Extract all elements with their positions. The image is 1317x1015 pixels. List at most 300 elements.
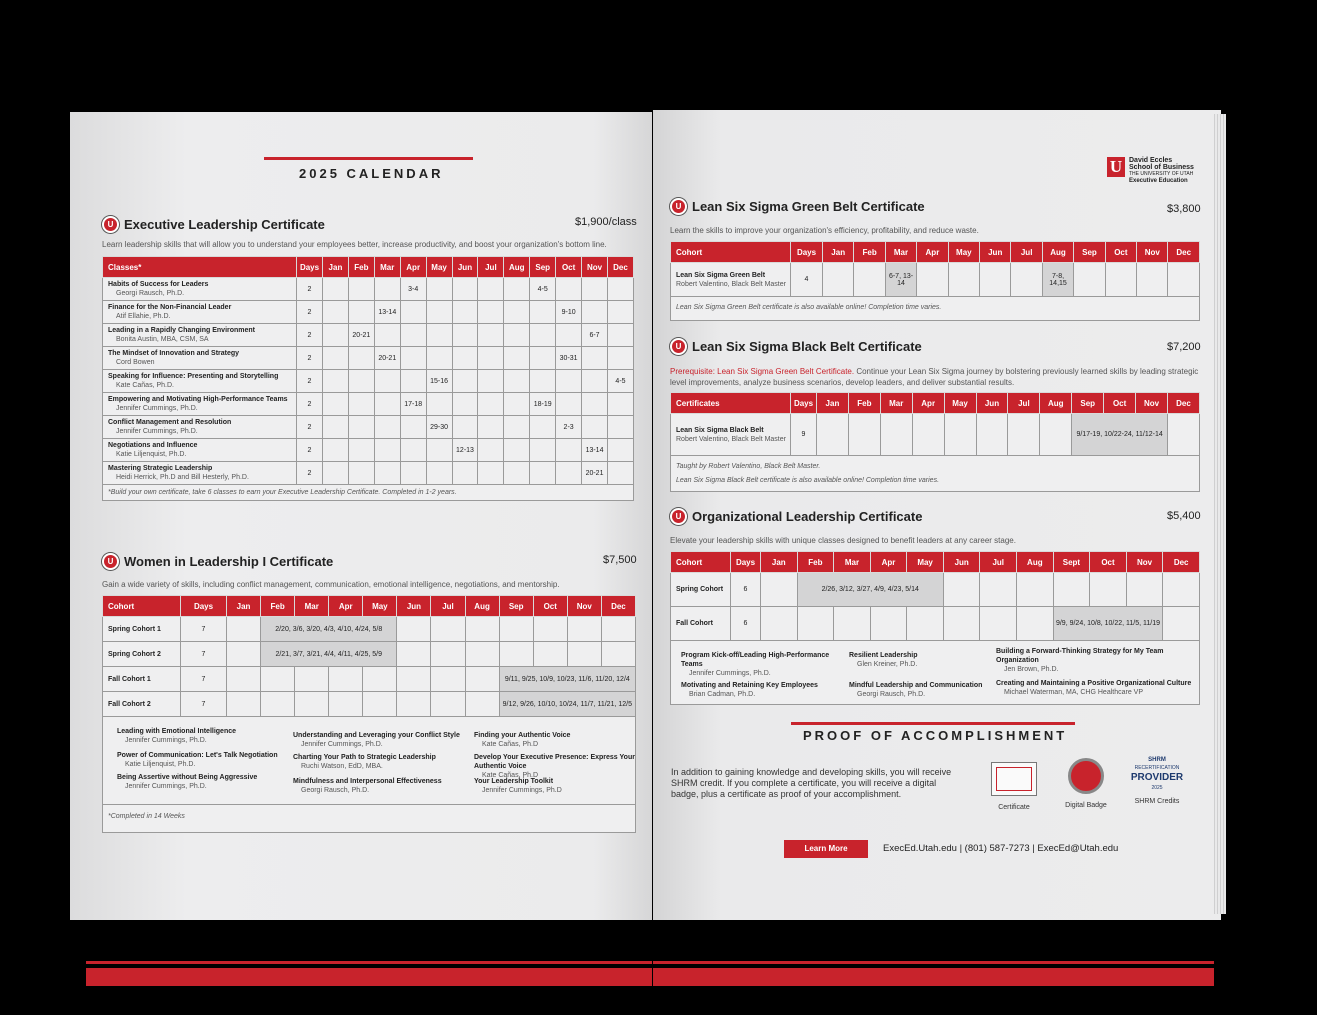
col-header: May bbox=[948, 242, 979, 263]
month-cell bbox=[478, 416, 504, 439]
month-cell bbox=[504, 324, 530, 347]
col-header: Cohort bbox=[103, 596, 181, 617]
table-row bbox=[103, 667, 636, 692]
month-cell bbox=[374, 462, 400, 485]
month-cell bbox=[976, 414, 1008, 456]
class-item: Finding your Authentic Voice Kate Cañas, Ph.D bbox=[474, 732, 571, 748]
month-cell bbox=[323, 324, 349, 347]
green-price: $3,800 bbox=[1167, 203, 1201, 215]
month-cell bbox=[348, 278, 374, 301]
shrm-top: SHRM bbox=[1148, 757, 1166, 763]
proof-text-2: SHRM credit. If you complete a certificate, you will receive a digital bbox=[671, 778, 937, 788]
logo-line-4: Executive Education bbox=[1129, 178, 1188, 184]
month-cell bbox=[607, 393, 633, 416]
month-cell bbox=[1163, 573, 1200, 607]
month-cell bbox=[530, 347, 556, 370]
month-cell bbox=[261, 667, 295, 692]
org-title-text: Organizational Leadership Certificate bbox=[692, 509, 923, 524]
women-table-wrap bbox=[102, 595, 636, 833]
cohort-cell: Spring Cohort bbox=[671, 573, 731, 607]
month-cell bbox=[295, 692, 329, 717]
month-cell bbox=[582, 301, 608, 324]
col-header: Dec bbox=[1167, 393, 1199, 414]
month-cell bbox=[1074, 263, 1105, 297]
org-title bbox=[670, 508, 922, 525]
month-cell bbox=[607, 278, 633, 301]
month-cell bbox=[348, 439, 374, 462]
month-cell bbox=[323, 393, 349, 416]
col-header: Oct bbox=[1105, 242, 1136, 263]
org-classes bbox=[670, 641, 1200, 705]
month-cell bbox=[374, 278, 400, 301]
month-cell bbox=[504, 278, 530, 301]
month-cell bbox=[465, 667, 499, 692]
col-header: May bbox=[363, 596, 397, 617]
month-cell bbox=[530, 462, 556, 485]
col-header: Apr bbox=[912, 393, 944, 414]
month-cell bbox=[582, 393, 608, 416]
col-header: Mar bbox=[880, 393, 912, 414]
women-table bbox=[102, 595, 636, 717]
col-header: Days bbox=[181, 596, 227, 617]
proof-title: PROOF OF ACCOMPLISHMENT bbox=[803, 728, 1068, 743]
logo-line-1: David Eccles bbox=[1129, 157, 1173, 164]
col-header: Jul bbox=[980, 552, 1017, 573]
class-item: Understanding and Leveraging your Conflict Style Jennifer Cummings, Ph.D. bbox=[293, 732, 460, 748]
month-cell bbox=[426, 462, 452, 485]
class-item: Motivating and Retaining Key Employees Brian Cadman, Ph.D. bbox=[681, 682, 818, 698]
month-cell bbox=[601, 642, 635, 667]
month-cell bbox=[504, 370, 530, 393]
month-cell bbox=[1040, 414, 1072, 456]
learn-more-button[interactable]: Learn More bbox=[784, 840, 868, 858]
cohort-cell: Fall Cohort bbox=[671, 607, 731, 641]
month-cell bbox=[363, 692, 397, 717]
women-classes bbox=[102, 717, 636, 805]
month-cell bbox=[1090, 573, 1127, 607]
class-item: Develop Your Executive Presence: Express Your Authentic Voice Kate Cañas, Ph.D bbox=[474, 754, 635, 779]
month-cell bbox=[374, 370, 400, 393]
contact-line: ExecEd.Utah.edu | (801) 587-7273 | ExecEd@Utah.edu bbox=[883, 843, 1119, 854]
logo-line-2: School of Business bbox=[1129, 164, 1194, 171]
days-cell: 2 bbox=[297, 347, 323, 370]
month-cell bbox=[397, 617, 431, 642]
month-cell bbox=[499, 642, 533, 667]
col-header: Aug bbox=[1040, 393, 1072, 414]
month-cell bbox=[426, 324, 452, 347]
month-cell bbox=[374, 416, 400, 439]
month-cell bbox=[374, 324, 400, 347]
exec-desc: Learn leadership skills that will allow you to understand your employees better, increase productivity, and boost your organization's bottom line. bbox=[102, 240, 607, 249]
month-cell bbox=[323, 370, 349, 393]
certificate-credential bbox=[990, 762, 1038, 811]
women-price: $7,500 bbox=[603, 554, 637, 566]
month-cell bbox=[400, 416, 426, 439]
col-header: Dec bbox=[1163, 552, 1200, 573]
black-prereq: Prerequisite: Lean Six Sigma Green Belt Certificate. bbox=[670, 367, 855, 376]
class-item: Leading with Emotional Intelligence Jennifer Cummings, Ph.D. bbox=[117, 728, 237, 744]
month-cell bbox=[504, 301, 530, 324]
month-cell bbox=[917, 263, 948, 297]
col-header: Oct bbox=[533, 596, 567, 617]
col-header: Oct bbox=[1104, 393, 1136, 414]
shrm-provider-icon bbox=[1128, 756, 1186, 792]
col-header: Sept bbox=[1053, 552, 1090, 573]
class-item: Program Kick-off/Leading High-Performance Teams Jennifer Cummings, Ph.D. bbox=[681, 652, 830, 677]
shrm-rec: RECERTIFICATION bbox=[1134, 765, 1180, 771]
black-note bbox=[670, 456, 1200, 492]
month-cell bbox=[870, 607, 907, 641]
month-cell: 13-14 bbox=[582, 439, 608, 462]
month-cell bbox=[348, 370, 374, 393]
col-header: Jun bbox=[943, 552, 980, 573]
month-cell bbox=[452, 278, 478, 301]
col-header: Nov bbox=[1137, 242, 1168, 263]
col-header: Days bbox=[791, 393, 817, 414]
month-cell bbox=[1168, 263, 1200, 297]
month-cell bbox=[329, 667, 363, 692]
month-cell bbox=[323, 347, 349, 370]
month-cell bbox=[1017, 607, 1054, 641]
cohort-cell: Spring Cohort 1 bbox=[103, 617, 181, 642]
org-table bbox=[670, 551, 1200, 641]
month-cell bbox=[348, 301, 374, 324]
proof-text-1: In addition to gaining knowledge and developing skills, you will receive bbox=[671, 767, 952, 777]
col-header: Jul bbox=[431, 596, 465, 617]
col-header: Sep bbox=[530, 257, 556, 278]
month-cell: 17-18 bbox=[400, 393, 426, 416]
month-cell bbox=[556, 278, 582, 301]
col-header: Mar bbox=[295, 596, 329, 617]
table-row bbox=[103, 393, 634, 416]
month-cell bbox=[980, 573, 1017, 607]
days-cell: 7 bbox=[181, 617, 227, 642]
month-cell: 6-7, 13-14 bbox=[885, 263, 916, 297]
month-cell bbox=[980, 607, 1017, 641]
month-cell bbox=[1053, 573, 1090, 607]
month-cell: 9-10 bbox=[556, 301, 582, 324]
month-cell bbox=[426, 301, 452, 324]
col-header: Aug bbox=[1017, 552, 1054, 573]
month-cell bbox=[426, 347, 452, 370]
org-table-wrap bbox=[670, 551, 1200, 705]
month-cell bbox=[582, 347, 608, 370]
days-cell: 2 bbox=[297, 370, 323, 393]
month-cell bbox=[880, 414, 912, 456]
month-cell: 15-16 bbox=[426, 370, 452, 393]
university-logo bbox=[1107, 157, 1194, 185]
green-title bbox=[670, 198, 925, 215]
days-cell: 2 bbox=[297, 416, 323, 439]
cohort-cell: Lean Six Sigma Black Belt Robert Valentino, Black Belt Master bbox=[671, 414, 791, 456]
month-cell bbox=[400, 324, 426, 347]
col-header: Sep bbox=[1072, 393, 1104, 414]
month-cell bbox=[504, 416, 530, 439]
month-cell bbox=[452, 370, 478, 393]
cohort-cell: Spring Cohort 2 bbox=[103, 642, 181, 667]
col-header: Feb bbox=[797, 552, 834, 573]
footer-rule-left bbox=[86, 961, 652, 964]
month-cell bbox=[530, 324, 556, 347]
month-cell bbox=[400, 347, 426, 370]
month-cell bbox=[465, 692, 499, 717]
month-cell bbox=[944, 414, 976, 456]
month-cell bbox=[797, 607, 834, 641]
month-cell bbox=[348, 462, 374, 485]
month-cell bbox=[348, 416, 374, 439]
month-cell bbox=[323, 462, 349, 485]
class-name-cell: Conflict Management and Resolution Jennifer Cummings, Ph.D. bbox=[103, 416, 297, 439]
month-cell bbox=[452, 416, 478, 439]
month-cell bbox=[426, 278, 452, 301]
green-note: Lean Six Sigma Green Belt certificate is also available online! Completion time varies. bbox=[670, 297, 1200, 321]
month-cell bbox=[329, 692, 363, 717]
black-table bbox=[670, 392, 1200, 456]
footer-band-left bbox=[86, 968, 652, 986]
month-cell: 3-4 bbox=[400, 278, 426, 301]
month-cell bbox=[426, 439, 452, 462]
table-row bbox=[671, 263, 1200, 297]
month-cell bbox=[980, 263, 1011, 297]
table-row bbox=[103, 462, 634, 485]
black-price: $7,200 bbox=[1167, 341, 1201, 353]
col-header: Jan bbox=[761, 552, 798, 573]
col-header: Classes* bbox=[103, 257, 297, 278]
class-item: Being Assertive without Being Aggressive Jennifer Cummings, Ph.D. bbox=[117, 774, 258, 790]
class-name-cell: Speaking for Influence: Presenting and Storytelling Kate Cañas, Ph.D. bbox=[103, 370, 297, 393]
class-name-cell: Finance for the Non-Financial Leader Atif Ellahie, Ph.D. bbox=[103, 301, 297, 324]
col-header: Cohort bbox=[671, 242, 791, 263]
col-header: Days bbox=[731, 552, 761, 573]
month-cell bbox=[478, 393, 504, 416]
cohort-cell: Lean Six Sigma Green Belt Robert Valentino, Black Belt Master bbox=[671, 263, 791, 297]
table-row bbox=[671, 607, 1200, 641]
month-cell bbox=[323, 416, 349, 439]
month-cell bbox=[761, 573, 798, 607]
col-header: Mar bbox=[885, 242, 916, 263]
month-cell bbox=[499, 617, 533, 642]
month-cell: 7-8, 14,15 bbox=[1042, 263, 1073, 297]
cohort-cell: Fall Cohort 1 bbox=[103, 667, 181, 692]
table-row bbox=[103, 617, 636, 642]
month-cell bbox=[431, 692, 465, 717]
month-cell bbox=[530, 370, 556, 393]
month-cell bbox=[530, 301, 556, 324]
month-cell bbox=[478, 347, 504, 370]
dates-cell: 2/21, 3/7, 3/21, 4/4, 4/11, 4/25, 5/9 bbox=[261, 642, 397, 667]
col-header: May bbox=[944, 393, 976, 414]
class-name-cell: Leading in a Rapidly Changing Environment Bonita Austin, MBA, CSM, SA bbox=[103, 324, 297, 347]
class-item: Your Leadership Toolkit Jennifer Cummings, Ph.D bbox=[474, 778, 562, 794]
month-cell bbox=[452, 324, 478, 347]
col-header: Jan bbox=[323, 257, 349, 278]
class-item: Resilient Leadership Glen Kreiner, Ph.D. bbox=[849, 652, 918, 668]
month-cell bbox=[323, 301, 349, 324]
col-header: Feb bbox=[848, 393, 880, 414]
table-row bbox=[103, 370, 634, 393]
shrm-prov: PROVIDER bbox=[1130, 772, 1184, 783]
ribbon-badge-icon: U bbox=[102, 216, 119, 233]
dates-cell: 2/20, 3/6, 3/20, 4/3, 4/10, 4/24, 5/8 bbox=[261, 617, 397, 642]
org-price: $5,400 bbox=[1167, 510, 1201, 522]
month-cell bbox=[227, 667, 261, 692]
table-row bbox=[103, 692, 636, 717]
month-cell bbox=[400, 370, 426, 393]
month-cell bbox=[261, 692, 295, 717]
black-title bbox=[670, 338, 922, 355]
table-row bbox=[103, 278, 634, 301]
exec-table-wrap bbox=[102, 256, 634, 501]
month-cell bbox=[556, 393, 582, 416]
class-item: Creating and Maintaining a Positive Organizational Culture Michael Waterman, MA, CHG Healthcare VP bbox=[996, 680, 1192, 696]
cohort-cell: Fall Cohort 2 bbox=[103, 692, 181, 717]
col-header: Oct bbox=[556, 257, 582, 278]
col-header: Apr bbox=[870, 552, 907, 573]
month-cell bbox=[556, 439, 582, 462]
exec-note: *Build your own certificate, take 6 classes to earn your Executive Leadership Certificate. Completed in 1-2 years. bbox=[102, 485, 634, 501]
month-cell bbox=[582, 278, 608, 301]
calendar-title: 2025 CALENDAR bbox=[299, 166, 444, 181]
month-cell bbox=[943, 607, 980, 641]
month-cell: 20-21 bbox=[374, 347, 400, 370]
class-item: Mindful Leadership and Communication Georgi Rausch, Ph.D. bbox=[849, 682, 983, 698]
green-title-text: Lean Six Sigma Green Belt Certificate bbox=[692, 199, 925, 214]
dates-cell: 2/26, 3/12, 3/27, 4/9, 4/23, 5/14 bbox=[797, 573, 943, 607]
green-table bbox=[670, 241, 1200, 297]
month-cell bbox=[607, 416, 633, 439]
month-cell: 30-31 bbox=[556, 347, 582, 370]
month-cell bbox=[556, 324, 582, 347]
month-cell: 13-14 bbox=[374, 301, 400, 324]
col-header: Dec bbox=[1168, 242, 1200, 263]
month-cell bbox=[374, 439, 400, 462]
exec-table bbox=[102, 256, 634, 485]
col-header: Cohort bbox=[671, 552, 731, 573]
u-logo-icon: U bbox=[1107, 157, 1125, 177]
days-cell: 6 bbox=[731, 607, 761, 641]
col-header: Nov bbox=[1126, 552, 1163, 573]
month-cell bbox=[1105, 263, 1136, 297]
col-header: Aug bbox=[1042, 242, 1073, 263]
month-cell bbox=[400, 462, 426, 485]
month-cell bbox=[478, 370, 504, 393]
month-cell bbox=[397, 692, 431, 717]
exec-title-text: Executive Leadership Certificate bbox=[124, 217, 325, 232]
col-header: Aug bbox=[504, 257, 530, 278]
certificate-label: Certificate bbox=[998, 804, 1030, 811]
month-cell bbox=[1137, 263, 1168, 297]
col-header: Feb bbox=[854, 242, 885, 263]
month-cell: 20-21 bbox=[582, 462, 608, 485]
month-cell bbox=[295, 667, 329, 692]
month-cell bbox=[227, 642, 261, 667]
ribbon-badge-icon: U bbox=[670, 508, 687, 525]
col-header: Jan bbox=[227, 596, 261, 617]
month-cell bbox=[431, 667, 465, 692]
month-cell bbox=[948, 263, 979, 297]
month-cell: 12-13 bbox=[452, 439, 478, 462]
month-cell bbox=[452, 462, 478, 485]
month-cell bbox=[227, 617, 261, 642]
days-cell: 2 bbox=[297, 301, 323, 324]
month-cell: 4-5 bbox=[530, 278, 556, 301]
month-cell bbox=[530, 439, 556, 462]
days-cell: 7 bbox=[181, 692, 227, 717]
exec-price: $1,900/class bbox=[575, 216, 637, 228]
exec-title bbox=[102, 216, 325, 233]
days-cell: 2 bbox=[297, 393, 323, 416]
footer-rule-right bbox=[653, 961, 1214, 964]
footer-band-right bbox=[653, 968, 1214, 986]
table-row bbox=[103, 324, 634, 347]
page-edges bbox=[1214, 114, 1226, 914]
black-desc-text: Continue your Lean Six Sigma journey by bolstering previously learned skills by leading strategic bbox=[856, 367, 1199, 376]
ribbon-badge-icon: U bbox=[670, 338, 687, 355]
month-cell bbox=[601, 617, 635, 642]
col-header: Oct bbox=[1090, 552, 1127, 573]
col-header: Aug bbox=[465, 596, 499, 617]
month-cell bbox=[400, 301, 426, 324]
black-desc-2: level improvements, analyze business scenarios, develop leaders, and deliver substantial results. bbox=[670, 378, 1015, 387]
class-item: Power of Communication: Let's Talk Negotiation Katie Liljenquist, Ph.D. bbox=[117, 752, 278, 768]
black-desc-1 bbox=[670, 367, 1198, 376]
col-header: Apr bbox=[917, 242, 948, 263]
class-name-cell: Negotiations and Influence Katie Liljenquist, Ph.D. bbox=[103, 439, 297, 462]
class-item: Building a Forward-Thinking Strategy for My Team Organization Jen Brown, Ph.D. bbox=[996, 648, 1164, 673]
month-cell bbox=[504, 462, 530, 485]
month-cell bbox=[363, 667, 397, 692]
dates-cell: 9/9, 9/24, 10/8, 10/22, 11/5, 11/19 bbox=[1053, 607, 1163, 641]
green-desc: Learn the skills to improve your organization's efficiency, profitability, and reduce waste. bbox=[670, 226, 979, 235]
month-cell bbox=[848, 414, 880, 456]
month-cell bbox=[478, 301, 504, 324]
org-desc: Elevate your leadership skills with unique classes designed to benefit leaders at any career stage. bbox=[670, 536, 1016, 545]
women-title bbox=[102, 553, 333, 570]
col-header: Nov bbox=[582, 257, 608, 278]
ribbon-badge-icon: U bbox=[102, 553, 119, 570]
table-row bbox=[103, 301, 634, 324]
shrm-label: SHRM Credits bbox=[1134, 798, 1180, 805]
days-cell: 9 bbox=[791, 414, 817, 456]
badge-label: Digital Badge bbox=[1065, 802, 1107, 809]
month-cell bbox=[504, 393, 530, 416]
green-table-wrap bbox=[670, 241, 1200, 321]
col-header: Dec bbox=[607, 257, 633, 278]
table-row bbox=[671, 414, 1200, 456]
month-cell bbox=[1011, 263, 1042, 297]
col-header: Dec bbox=[601, 596, 635, 617]
table-row bbox=[103, 642, 636, 667]
table-row bbox=[671, 573, 1200, 607]
month-cell bbox=[348, 393, 374, 416]
month-cell bbox=[227, 692, 261, 717]
month-cell bbox=[817, 414, 849, 456]
col-header: Feb bbox=[348, 257, 374, 278]
col-header: Nov bbox=[567, 596, 601, 617]
black-title-text: Lean Six Sigma Black Belt Certificate bbox=[692, 339, 922, 354]
class-item: Mindfulness and Interpersonal Effectiveness Georgi Rausch, Ph.D. bbox=[293, 778, 442, 794]
col-header: Jan bbox=[823, 242, 854, 263]
class-name-cell: Empowering and Motivating High-Performance Teams Jennifer Cummings, Ph.D. bbox=[103, 393, 297, 416]
month-cell bbox=[323, 278, 349, 301]
month-cell bbox=[907, 607, 944, 641]
month-cell bbox=[465, 617, 499, 642]
days-cell: 2 bbox=[297, 462, 323, 485]
month-cell bbox=[607, 347, 633, 370]
month-cell: 29-30 bbox=[426, 416, 452, 439]
dates-cell: 9/11, 9/25, 10/9, 10/23, 11/6, 11/20, 12/4 bbox=[499, 667, 635, 692]
days-cell: 4 bbox=[791, 263, 823, 297]
